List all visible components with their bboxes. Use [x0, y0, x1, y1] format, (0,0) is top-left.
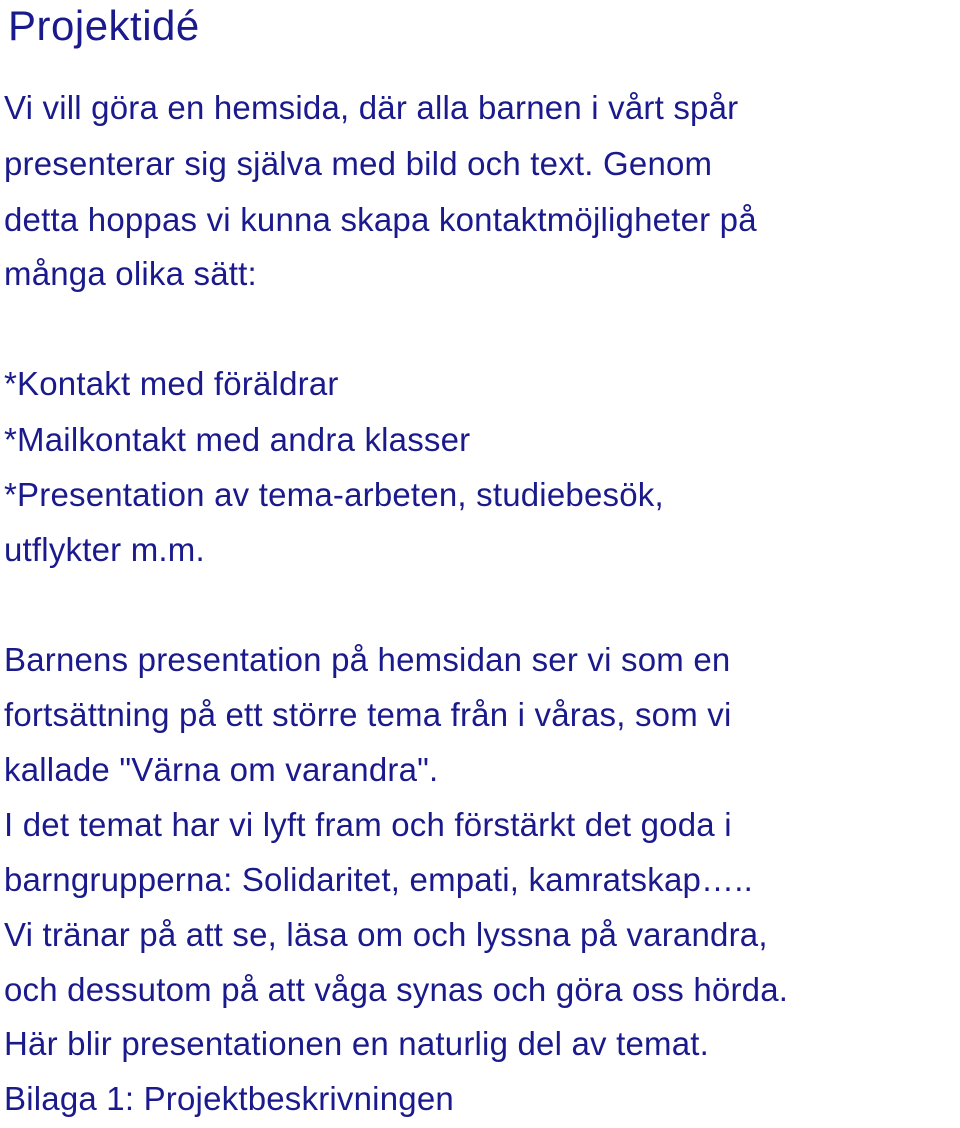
page-title: Projektidé [8, 2, 200, 49]
intro-line-3: detta hoppas vi kunna skapa kontaktmöjligheter på [4, 201, 757, 238]
bullet-line-4: utflykter m.m. [4, 531, 205, 568]
intro-line-2: presenterar sig själva med bild och text. Genom [4, 145, 713, 182]
intro-line-4: många olika sätt: [4, 255, 257, 292]
bullet-line-3: *Presentation av tema-arbeten, studiebesök, [4, 476, 664, 513]
body-line-7: och dessutom på att våga synas och göra oss hörda. [4, 971, 789, 1008]
body-line-3: kallade "Värna om varandra". [4, 751, 439, 788]
intro-line-1: Vi vill göra en hemsida, där alla barnen i vårt spår [4, 89, 739, 126]
bullet-line-1: *Kontakt med föräldrar [4, 365, 339, 402]
bullet-line-2: *Mailkontakt med andra klasser [4, 421, 471, 458]
body-line-4: I det temat har vi lyft fram och förstärkt det goda i [4, 806, 732, 843]
body-line-1: Barnens presentation på hemsidan ser vi som en [4, 641, 731, 678]
body-line-8: Här blir presentationen en naturlig del av temat. [4, 1025, 710, 1062]
attachment-reference: Bilaga 1: Projektbeskrivningen [4, 1080, 454, 1117]
body-line-2: fortsättning på ett större tema från i våras, som vi [4, 696, 732, 733]
body-line-5: barngrupperna: Solidaritet, empati, kamratskap….. [4, 861, 753, 898]
body-line-6: Vi tränar på att se, läsa om och lyssna på varandra, [4, 916, 768, 953]
